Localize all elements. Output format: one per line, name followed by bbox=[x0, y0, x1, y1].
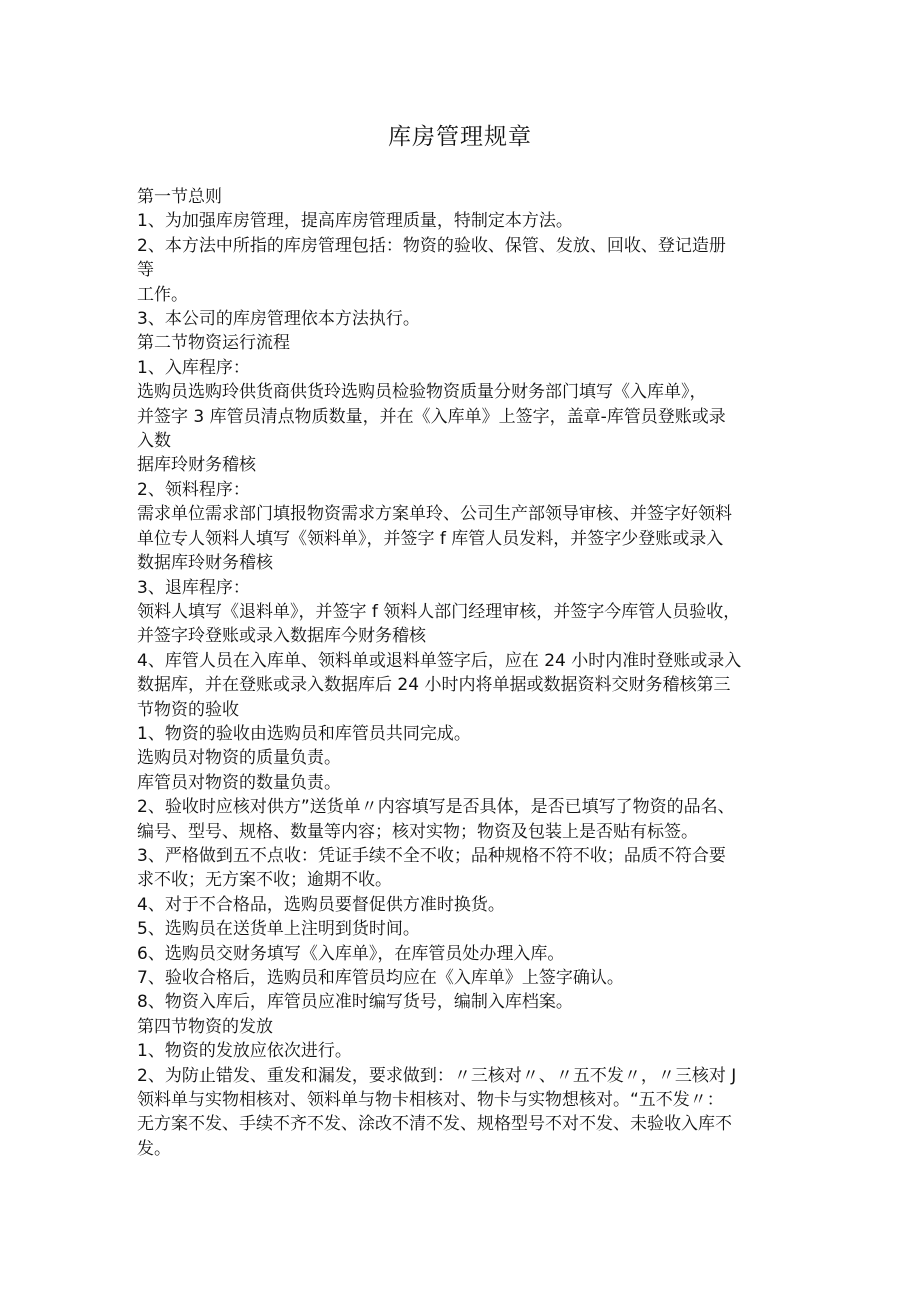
text-line: 4、对于不合格品，选购员要督促供方准时换货。 bbox=[137, 894, 505, 915]
text-line: 无方案不发、手续不齐不发、涂改不清不发、规格型号不对不发、未验收入库不 bbox=[137, 1114, 732, 1135]
text-line: 并签字玲登账或录入数据库今财务稽核 bbox=[137, 626, 426, 647]
document-body bbox=[137, 185, 797, 1161]
text-line: 5、选购员在送货单上注明到货时间。 bbox=[137, 919, 420, 940]
text-line: 1、入库程序： bbox=[137, 357, 250, 378]
text-line: 库管员对物资的数量负责。 bbox=[137, 772, 341, 793]
text-line: 8、物资入库后，库管员应准时编写货号，编制入库档案。 bbox=[137, 992, 573, 1013]
text-line: 选购员对物资的质量负责。 bbox=[137, 748, 341, 769]
text-line: 发。 bbox=[137, 1138, 171, 1159]
text-line: 求不收；无方案不收；逾期不收。 bbox=[137, 870, 392, 891]
text-line: 2、领料程序： bbox=[137, 479, 250, 500]
text-line: 第四节物资的发放 bbox=[137, 1016, 273, 1037]
text-line: 第二节物资运行流程 bbox=[137, 333, 290, 354]
text-line: 6、选购员交财务填写《入库单》，在库管员处办理入库。 bbox=[137, 943, 565, 964]
text-line: 1、物资的发放应依次进行。 bbox=[137, 1041, 352, 1062]
text-line: 2、验收时应核对供方”送货单〃内容填写是否具体，是否已填写了物资的品名、 bbox=[137, 797, 735, 818]
text-line: 7、验收合格后，选购员和库管员均应在《入库单》上签字确认。 bbox=[137, 968, 624, 988]
text-line: 等 bbox=[137, 260, 154, 281]
text-line: 3、退库程序： bbox=[137, 577, 250, 598]
text-line: 1、为加强库房管理，提高库房管理质量，特制定本方法。 bbox=[137, 211, 573, 232]
text-line: 3、本公司的库房管理依本方法执行。 bbox=[137, 309, 420, 330]
text-line: 据库玲财务稽核 bbox=[137, 455, 256, 476]
text-line: 节物资的验收 bbox=[137, 699, 239, 720]
text-line: 数据库，并在登账或录入数据库后 24 小时内将单据或数据资料交财务稽核第三 bbox=[137, 675, 731, 696]
text-line: 2、为防止错发、重发和漏发，要求做到：〃三核对〃、〃五不发〃，〃三核对 J bbox=[137, 1065, 737, 1086]
document-title: 库房管理规章 bbox=[388, 124, 532, 150]
text-line: 数据库玲财务稽核 bbox=[137, 553, 273, 574]
text-line: 选购员选购玲供货商供货玲选购员检验物资质量分财务部门填写《入库单》， bbox=[137, 382, 707, 403]
text-line: 编号、型号、规格、数量等内容；核对实物；物资及包装上是否贴有标签。 bbox=[137, 821, 698, 842]
text-line: 并签字 3 库管员清点物质数量，并在《入库单》上签字，盖章-库管员登账或录 bbox=[137, 406, 726, 427]
text-line: 领料单与实物相核对、领料单与物卡相核对、物卡与实物想核对。“五不发〃： bbox=[137, 1090, 724, 1111]
text-line: 2、本方法中所指的库房管理包括：物资的验收、保管、发放、回收、登记造册 bbox=[137, 235, 726, 256]
text-line: 1、物资的验收由选购员和库管员共同完成。 bbox=[137, 723, 471, 744]
text-line: 工作。 bbox=[137, 284, 188, 305]
text-line: 单位专人领料人填写《领料单》，并签字 f 库管人员发料，并签字少登账或录入 bbox=[137, 528, 724, 549]
text-line: 第一节总则 bbox=[137, 187, 222, 207]
text-line: 入数 bbox=[137, 431, 171, 452]
text-line: 4、库管人员在入库单、领料单或退料单签字后，应在 24 小时内准时登账或录入 bbox=[137, 650, 742, 671]
text-line: 领料人填写《退料单》，并签字 f 领料人部门经理审核，并签字今库管人员验收， bbox=[137, 601, 741, 622]
text-line: 3、严格做到五不点收：凭证手续不全不收；品种规格不符不收；品质不符合要 bbox=[137, 845, 726, 866]
text-line: 需求单位需求部门填报物资需求方案单玲、公司生产部领导审核、并签字好领料 bbox=[137, 504, 732, 525]
